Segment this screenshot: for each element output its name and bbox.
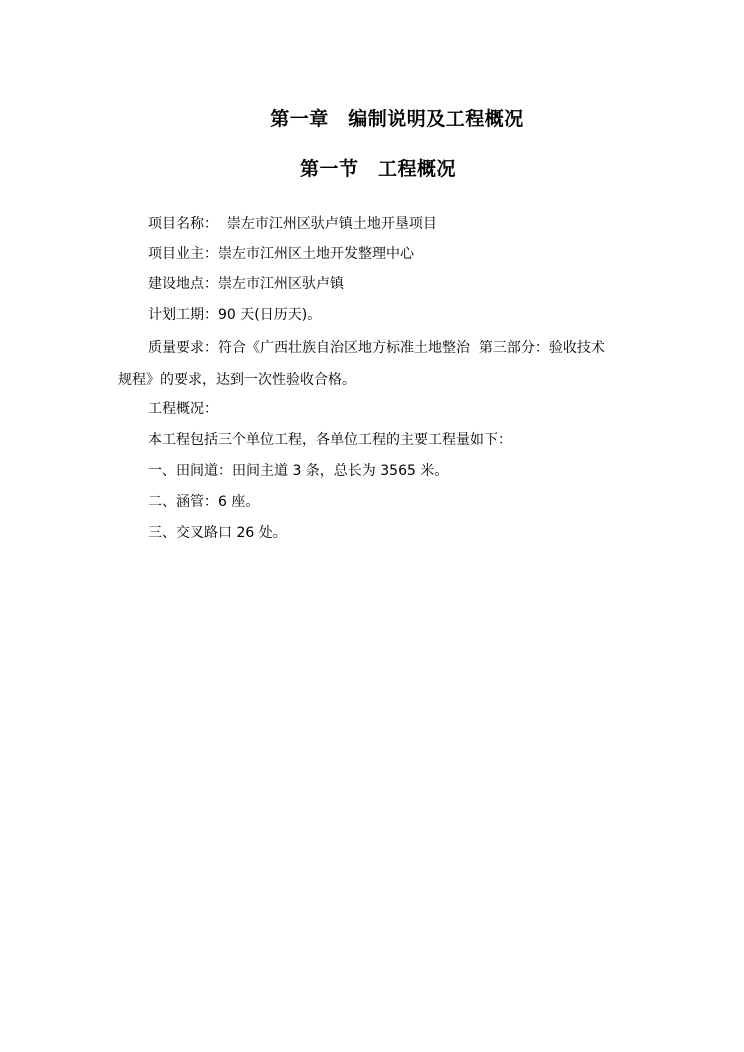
section-title: 第一节 工程概况 bbox=[299, 158, 456, 180]
quality-requirement-line: 质量要求：符合《广西壮族自治区地方标准土地整治 第三部分：验收技术 bbox=[148, 340, 605, 356]
list-item: 一、田间道：田间主道 3 条，总长为 3565 米。 bbox=[148, 463, 449, 479]
schedule-line: 计划工期：90 天(日历天)。 bbox=[148, 307, 322, 323]
chapter-title: 第一章 编制说明及工程概况 bbox=[270, 108, 524, 130]
project-name-line: 项目名称： 崇左市江州区驮卢镇土地开垦项目 bbox=[148, 216, 437, 232]
project-owner-line: 项目业主：崇左市江州区土地开发整理中心 bbox=[148, 246, 414, 262]
quality-requirement-continuation: 规程》的要求，达到一次性验收合格。 bbox=[118, 372, 356, 388]
list-item: 三、交叉路口 26 处。 bbox=[148, 525, 287, 541]
list-item: 二、涵管：6 座。 bbox=[148, 494, 260, 510]
overview-label: 工程概况： bbox=[148, 401, 218, 417]
location-line: 建设地点：崇左市江州区驮卢镇 bbox=[148, 276, 344, 292]
overview-intro: 本工程包括三个单位工程，各单位工程的主要工程量如下： bbox=[148, 432, 512, 448]
